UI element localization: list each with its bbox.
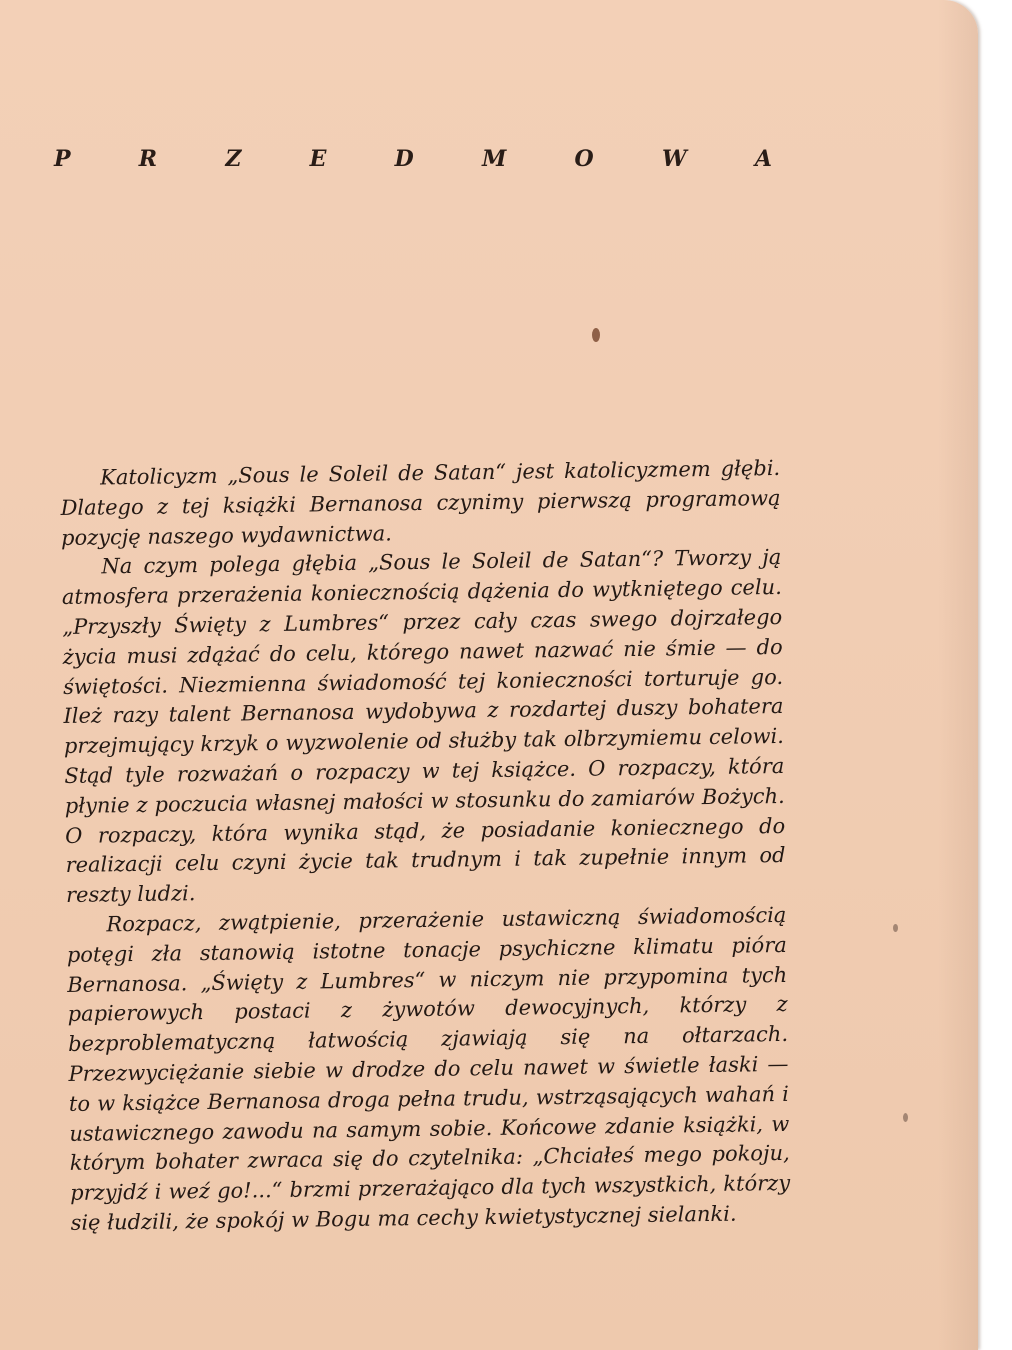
paper-stain bbox=[903, 1113, 908, 1122]
paper-stain bbox=[592, 328, 600, 342]
heading-letter: E bbox=[309, 146, 329, 172]
heading-letter: P bbox=[54, 146, 73, 172]
heading-letter: A bbox=[754, 146, 774, 172]
heading-letters bbox=[54, 146, 774, 172]
page-heading bbox=[54, 146, 774, 172]
heading-letter: M bbox=[481, 146, 509, 172]
body-text bbox=[60, 454, 791, 1239]
paper-stain bbox=[893, 924, 898, 932]
paragraph: Rozpacz, zwątpienie, przerażenie ustawiczną świadomością potęgi zła stanowią istotne tonacje psychiczne klimatu pióra Bernanosa. „Święty z Lumbres“ w niczym nie przypomina tych papierowych postaci z żywotów dewocyjnych, którzy z bezproblematyczną łatwością zjawiają się na ołtarzach. Przezwyciężanie siebie w drodze do celu nawet w świetle łaski — to w książce Bernanosa droga pełna trudu, wstrząsających wahań i ustawicznego zawodu na samym sobie. Końcowe zdanie książki, w którym bohater zwraca się do czytelnika: „Chciałeś mego pokoju, przyjdź i weź go!...“ brzmi przerażająco dla tych wszystkich, którzy się łudzili, że spokój w Bogu ma cechy kwietystycznej sielanki. bbox=[66, 902, 791, 1235]
heading-letter: Z bbox=[225, 146, 244, 172]
heading-letter: D bbox=[394, 146, 416, 172]
paragraph: Katolicyzm „Sous le Soleil de Satan“ jest katolicyzmem głębi. Dlatego z tej książki Bernanosa czynimy pierwszą programową pozycję naszego wydawnictwa. bbox=[60, 455, 781, 550]
heading-letter: O bbox=[574, 146, 596, 172]
paragraph: Na czym polega głębia „Sous le Soleil de Satan“? Tworzy ją atmosfera przerażenia koniecznością dążenia do wytkniętego celu. „Przyszły Święty z Lumbres“ przez cały czas swego dojrzałego życia musi zdążać do celu, którego nawet nazwać nie śmie — do świętości. Niezmienna świadomość tej konieczności torturuje go. Ileż razy talent Bernanosa wydobywa z rozdartej duszy bohatera przejmujący krzyk o wyzwolenie od służby tak olbrzymiemu celowi. Stąd tyle rozważań o rozpaczy w tej książce. O rozpaczy, która płynie z poczucia własnej małości w stosunku do zamiarów Bożych. O rozpaczy, która wynika stąd, że posiadanie koniecznego do realizacji celu czyni życie tak trudnym i tak zupełnie innym od reszty ludzi. bbox=[61, 545, 786, 908]
heading-letter: W bbox=[661, 146, 689, 172]
heading-letter: R bbox=[138, 146, 160, 172]
